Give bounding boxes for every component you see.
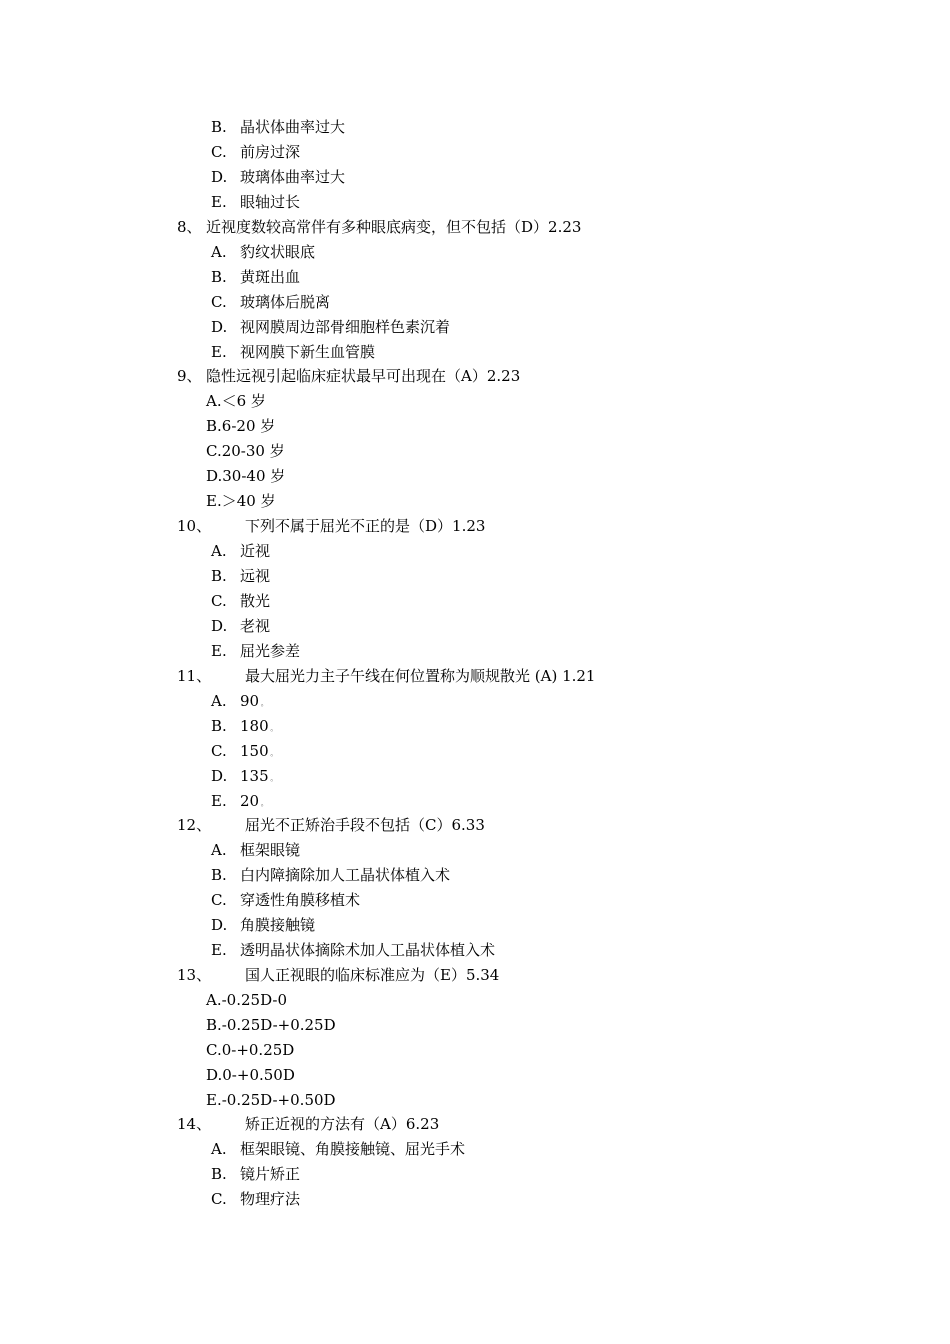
option-letter: A. (211, 1140, 227, 1158)
option-text: 角膜接触镜 (240, 916, 316, 934)
question-text: 隐性远视引起临床症状最早可出现在（A）2.23 (206, 367, 521, 385)
option-text: 近视 (240, 542, 271, 560)
option-text: 玻璃体后脱离 (240, 293, 331, 311)
option-letter: E. (211, 343, 227, 361)
option-text: 前房过深 (240, 143, 301, 161)
option-text: D.30-40 岁 (206, 467, 286, 485)
question-number: 9、 (177, 367, 202, 385)
option-letter: B. (211, 118, 227, 136)
option-letter: C. (211, 143, 227, 161)
option-text: 框架眼镜 (240, 841, 301, 859)
option-letter: D. (211, 168, 228, 186)
option-letter: C. (211, 891, 227, 909)
question-text: 国人正视眼的临床标准应为（E）5.34 (245, 966, 500, 984)
option-text: 远视 (240, 567, 271, 585)
option-letter: A. (211, 243, 227, 261)
question-number: 14、 (177, 1115, 212, 1133)
option-text: C.0-+0.25D (206, 1041, 295, 1059)
question-number: 13、 (177, 966, 212, 984)
degree-mark: ◦ (269, 752, 274, 760)
option-text: 白内障摘除加人工晶状体植入术 (240, 866, 451, 884)
option-text: 150◦ (240, 742, 274, 760)
option-letter: E. (211, 642, 227, 660)
option-text: D.0-+0.50D (206, 1066, 295, 1084)
degree-mark: ◦ (260, 802, 265, 810)
option-letter: B. (211, 268, 227, 286)
option-text: A.＜6 岁 (206, 392, 266, 410)
option-text: 晶状体曲率过大 (240, 118, 346, 136)
option-letter: C. (211, 293, 227, 311)
option-text: E.-0.25D-+0.50D (206, 1091, 336, 1109)
question-number: 8、 (177, 218, 202, 236)
option-letter: C. (211, 592, 227, 610)
option-letter: C. (211, 742, 227, 760)
option-letter: A. (211, 841, 227, 859)
question-number: 12、 (177, 816, 212, 834)
option-text: E.＞40 岁 (206, 492, 276, 510)
option-text: 豹纹状眼底 (240, 243, 316, 261)
option-text: 框架眼镜、角膜接触镜、屈光手术 (240, 1140, 466, 1158)
option-text: 镜片矫正 (240, 1165, 301, 1183)
option-text: 屈光参差 (240, 642, 301, 660)
option-letter: B. (211, 717, 227, 735)
option-letter: E. (211, 792, 227, 810)
option-letter: B. (211, 1165, 227, 1183)
option-letter: C. (211, 1190, 227, 1208)
option-text: 眼轴过长 (240, 193, 301, 211)
option-text: A.-0.25D-0 (206, 991, 287, 1009)
option-text: 玻璃体曲率过大 (240, 168, 346, 186)
question-number: 10、 (177, 517, 212, 535)
option-letter: D. (211, 617, 228, 635)
degree-mark: ◦ (269, 727, 274, 735)
question-text: 最大屈光力主子午线在何位置称为顺规散光 (A) 1.21 (245, 667, 596, 685)
option-letter: D. (211, 916, 228, 934)
option-text: 穿透性角膜移植术 (240, 891, 361, 909)
option-letter: B. (211, 567, 227, 585)
option-text: 视网膜下新生血管膜 (240, 343, 376, 361)
option-text: 20◦ (240, 792, 265, 810)
option-letter: A. (211, 692, 227, 710)
option-text: B.-0.25D-+0.25D (206, 1016, 336, 1034)
option-letter: E. (211, 193, 227, 211)
option-text: 老视 (240, 617, 271, 635)
option-letter: A. (211, 542, 227, 560)
option-text: 黄斑出血 (240, 268, 301, 286)
option-letter: B. (211, 866, 227, 884)
option-text: B.6-20 岁 (206, 417, 276, 435)
option-text: 视网膜周边部骨细胞样色素沉着 (240, 318, 451, 336)
option-letter: D. (211, 767, 228, 785)
option-text: 散光 (240, 592, 271, 610)
degree-mark: ◦ (260, 702, 265, 710)
option-text: C.20-30 岁 (206, 442, 285, 460)
degree-mark: ◦ (269, 777, 274, 785)
option-text: 90◦ (240, 692, 265, 710)
option-text: 透明晶状体摘除术加人工晶状体植入术 (240, 941, 496, 959)
question-text: 屈光不正矫治手段不包括（C）6.33 (245, 816, 485, 834)
question-text: 下列不属于屈光不正的是（D）1.23 (245, 517, 486, 535)
question-text: 近视度数较高常伴有多种眼底病变，但不包括（D）2.23 (206, 218, 582, 236)
option-text: 物理疗法 (240, 1190, 301, 1208)
option-letter: D. (211, 318, 228, 336)
option-text: 180◦ (240, 717, 274, 735)
question-text: 矫正近视的方法有（A）6.23 (245, 1115, 440, 1133)
option-letter: E. (211, 941, 227, 959)
option-text: 135◦ (240, 767, 274, 785)
question-number: 11、 (177, 667, 212, 685)
